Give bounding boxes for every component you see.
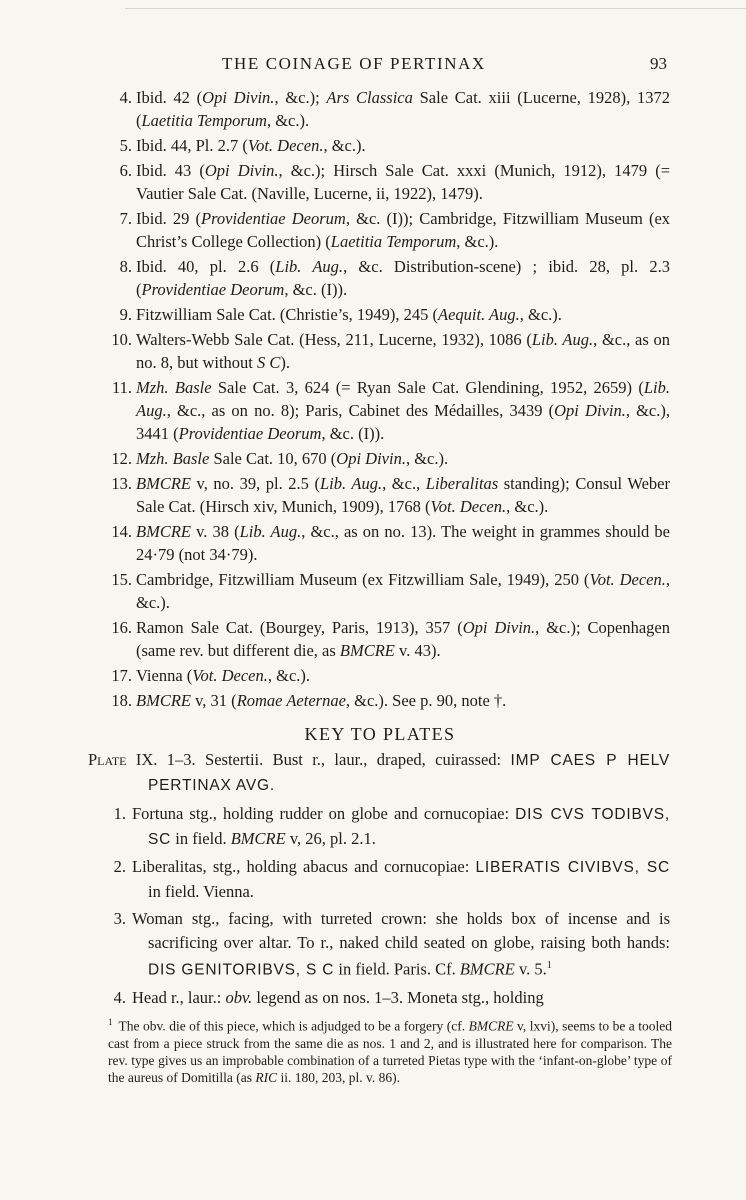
item-number: 3. (113, 909, 126, 928)
italic-run: BMCRE (339, 641, 395, 660)
note-item (104, 328, 670, 374)
text-run: v. 38 ( (191, 522, 240, 541)
text-run: , &c.). (266, 111, 310, 130)
text-run: in field. Vienna. (148, 881, 254, 901)
obverse-legend: IMP CAES P HELV PERTINAX AVG. (148, 752, 671, 794)
text-run: Sale Cat. xiii (Lucerne, 1928), 1372 ( (136, 88, 670, 130)
plate-desc: 1–3. Sestertii. Bust r., laur., draped, cuirassed: (157, 750, 511, 769)
note-number: 11. (111, 378, 132, 397)
italic-run: Aequit. Aug. (438, 305, 520, 324)
text-run: , &c.). See p. 90, note †. (345, 691, 507, 710)
italic-run: Ars Classica (326, 88, 413, 107)
note-number: 17. (111, 666, 132, 685)
text-run: v, 31 ( (191, 691, 237, 710)
text-run: , &c.). (506, 497, 549, 516)
note-item (104, 472, 670, 518)
note-item (104, 159, 670, 205)
note-number: 15. (111, 570, 132, 589)
italic-run: Opi Divin. (336, 449, 406, 468)
italic-run: Mzh. Basle (136, 378, 212, 397)
note-item (104, 255, 670, 301)
text-run: Cambridge, Fitzwilliam Museum (ex Fitzwilliam Sale, 1949), 250 ( (136, 570, 590, 589)
text-run: , &c.); Copenhagen (same rev. but different die, as (136, 618, 670, 660)
italic-run: BMCRE (136, 522, 191, 541)
note-text (136, 520, 670, 566)
text-run: , &c. (I)). (321, 424, 385, 443)
text-run: , &c., as on no. 8); Paris, Cabinet des Médailles, 3439 ( (166, 401, 555, 420)
text-run: v. 5. (514, 959, 547, 979)
italic-run: Laetitia Temporum (330, 232, 457, 251)
note-text (136, 689, 670, 712)
text-run: Ramon Sale Cat. (Bourgey, Paris, 1913), 357 ( (136, 618, 463, 637)
note-number: 13. (111, 474, 132, 493)
text-run: , &c.). (405, 449, 449, 468)
text-run: ). (280, 353, 291, 372)
note-text (136, 255, 670, 301)
text-run: Ibid. 44, Pl. 2.7 ( (136, 136, 248, 155)
italic-run: S C (257, 353, 281, 372)
text-run: , &c., as on no. 8, but without (136, 330, 671, 372)
key-heading-text: KEY TO PLATES (304, 724, 456, 744)
italic-run: Opi Divin. (204, 161, 279, 180)
plate-description (88, 748, 670, 798)
text-run: Sale Cat. 3, 624 (= Ryan Sale Cat. Glendining, 1952, 2659) ( (211, 378, 644, 397)
italic-run: Laetitia Temporum (141, 111, 267, 130)
note-number: 6. (119, 161, 132, 180)
italic-run: Opi Divin. (554, 401, 626, 420)
italic-run: Lib. Aug. (136, 378, 671, 420)
plate-item (104, 986, 670, 1010)
text-run: , &c.). (456, 232, 499, 251)
text-run: Fitzwilliam Sale Cat. (Christie’s, 1949), 245 ( (136, 305, 439, 324)
note-item (104, 134, 670, 157)
note-number: 12. (111, 449, 132, 468)
italic-run: BMCRE (459, 959, 515, 979)
note-number: 10. (111, 330, 132, 349)
note-number: 7. (119, 209, 132, 228)
text-run: , &c.); (274, 88, 327, 107)
italic-run: Opi Divin. (202, 88, 275, 107)
italic-run: Vot. Decen. (192, 666, 268, 685)
text-run: Woman stg., facing, with turreted crown: she holds box of incense and is sacrificing over altar. To r., naked child seated on globe, raising both hands: (132, 909, 670, 952)
text-run: , &c.), 3441 ( (136, 401, 670, 443)
text-run: Liberalitas, stg., holding abacus and cornucopiae: (132, 857, 476, 876)
italic-run: Vot. Decen. (247, 136, 324, 155)
note-item (104, 568, 670, 614)
plate-item (104, 907, 670, 982)
text-run: Fortuna stg., holding rudder on globe and cornucopiae: (132, 804, 516, 823)
text-run: v, lxvi), seems to be a tooled cast from a piece struck from the same die as nos. 1 and 2, and is illustrated here for comparison. The rev. type gives us an improbable combination of a turreted Pietas type with the ‘infant-on-globe’ type of the aureus of Domitilla (as (108, 1018, 673, 1085)
item-text (132, 802, 670, 851)
text-run: , &c. Distribution-scene) ; ibid. 28, pl. 2.3 ( (136, 257, 670, 299)
text-run: in field. (171, 828, 231, 848)
note-number: 9. (119, 305, 132, 324)
text-run: , &c.). (267, 666, 311, 685)
italic-run: BMCRE (230, 828, 286, 848)
running-title: THE COINAGE OF PERTINAX (222, 54, 486, 73)
text-run: Ibid. 42 ( (136, 88, 203, 107)
note-text (136, 447, 670, 470)
italic-run: Lib. Aug. (320, 474, 383, 493)
note-number: 4. (119, 88, 132, 107)
note-item (104, 689, 670, 712)
note-text (136, 303, 670, 326)
italic-run: BMCRE (136, 474, 191, 493)
note-item (104, 303, 670, 326)
italic-run: Providentiae Deorum (201, 209, 346, 228)
page-number: 93 (650, 54, 667, 73)
text-run: ii. 180, 203, pl. v. 86). (277, 1069, 400, 1085)
italic-run: Lib. Aug. (239, 522, 302, 541)
note-text (136, 376, 670, 445)
text-run: v, 26, pl. 2.1. (285, 828, 376, 848)
note-item (104, 616, 670, 662)
item-text (132, 907, 670, 982)
key-to-plates-heading (0, 724, 746, 745)
plate-item (104, 802, 670, 851)
text-run: standing); Consul Weber Sale Cat. (Hirsch xiv, Munich, 1909), 1768 ( (136, 474, 670, 516)
text-run: v, no. 39, pl. 2.5 ( (191, 474, 320, 493)
top-edge-line (125, 8, 746, 9)
note-item (104, 376, 670, 445)
italic-run: Providentiae Deorum (178, 424, 322, 443)
plate-item (104, 855, 670, 903)
item-number: 2. (113, 857, 126, 876)
text-run: Ibid. 43 ( (136, 161, 205, 180)
text-run: Head r., laur.: (132, 988, 226, 1007)
italic-run: RIC (255, 1069, 278, 1085)
text-run: legend as on nos. 1–3. Moneta stg., holding (252, 988, 544, 1007)
plate-section (88, 748, 670, 1014)
note-text (136, 134, 670, 157)
text-run: , &c.); Hirsch Sale Cat. xxxi (Munich, 1912), 1479 (= Vautier Sale Cat. (Naville, Lucerne, ii, 1922), 1479). (136, 161, 670, 203)
note-number: 8. (119, 257, 132, 276)
text-run: , &c. (I)); Cambridge, Fitzwilliam Museum (ex Christ’s College Collection) ( (136, 209, 671, 251)
italic-run: obv. (225, 988, 253, 1007)
text-run: in field. Paris. Cf. (334, 959, 460, 979)
text-run: Ibid. 29 ( (136, 209, 201, 228)
text-run: Ibid. 40, pl. 2.6 ( (136, 257, 276, 276)
text-run: , &c.). (519, 305, 562, 324)
text-run: The obv. die of this piece, which is adjudged to be a forgery (cf. (118, 1018, 469, 1034)
note-item (104, 86, 670, 132)
footnote (108, 1014, 672, 1086)
note-number: 16. (111, 618, 132, 637)
text-run: Sale Cat. 10, 670 ( (209, 449, 337, 468)
note-text (136, 159, 670, 205)
plate-label: Plate (88, 750, 127, 769)
italic-run: Lib. Aug. (531, 330, 594, 349)
note-text (136, 616, 670, 662)
note-text (136, 664, 670, 687)
text-run: , &c., (382, 474, 426, 493)
italic-run: BMCRE (136, 691, 191, 710)
text-run: , &c.). (323, 136, 366, 155)
footnote-text (108, 1019, 672, 1085)
item-number: 1. (113, 804, 126, 823)
coin-legend: LIBERATIS CIVIBVS, SC (475, 859, 670, 876)
item-number: 4. (113, 988, 126, 1007)
note-item (104, 520, 670, 566)
plate-number: IX. (135, 750, 158, 769)
coin-legend: DIS GENITORIBVS, S C (148, 961, 335, 979)
text-run: , &c., as on no. 13). The weight in grammes should be 24·79 (not 34·79). (136, 522, 670, 564)
text-run: v. 43). (394, 641, 441, 660)
note-text (136, 472, 670, 518)
coin-legend: DIS CVS TODIBVS, SC (148, 806, 670, 848)
note-item (104, 664, 670, 687)
note-item (104, 447, 670, 470)
italic-run: Liberalitas (425, 474, 499, 493)
note-text (136, 568, 670, 614)
italic-run: Vot. Decen. (589, 570, 666, 589)
italic-run: Vot. Decen. (430, 497, 507, 516)
note-text (136, 207, 670, 253)
text-run: , &c. (I)). (284, 280, 348, 299)
italic-run: Opi Divin. (462, 618, 536, 637)
text-run: , &c.). (136, 570, 670, 612)
plate-items-list (104, 802, 670, 1010)
item-text (132, 855, 670, 903)
note-number: 14. (111, 522, 132, 541)
text-run: Vienna ( (136, 666, 193, 685)
note-item (104, 207, 670, 253)
notes-list (104, 86, 670, 714)
note-text (136, 86, 670, 132)
note-number: 5. (119, 136, 132, 155)
text-run: Walters-Webb Sale Cat. (Hess, 211, Lucerne, 1932), 1086 ( (136, 330, 532, 349)
note-number: 18. (111, 691, 132, 710)
italic-run: Mzh. Basle (136, 449, 210, 468)
item-text (132, 986, 670, 1010)
italic-run: BMCRE (468, 1018, 514, 1034)
note-text (136, 328, 670, 374)
italic-run: Providentiae Deorum (141, 280, 285, 299)
footnote-mark: 1 (108, 1017, 113, 1027)
footnote-ref: 1 (546, 960, 552, 971)
italic-run: Lib. Aug. (275, 257, 344, 276)
italic-run: Romae Aeternae (236, 691, 346, 710)
page-header (0, 54, 746, 80)
